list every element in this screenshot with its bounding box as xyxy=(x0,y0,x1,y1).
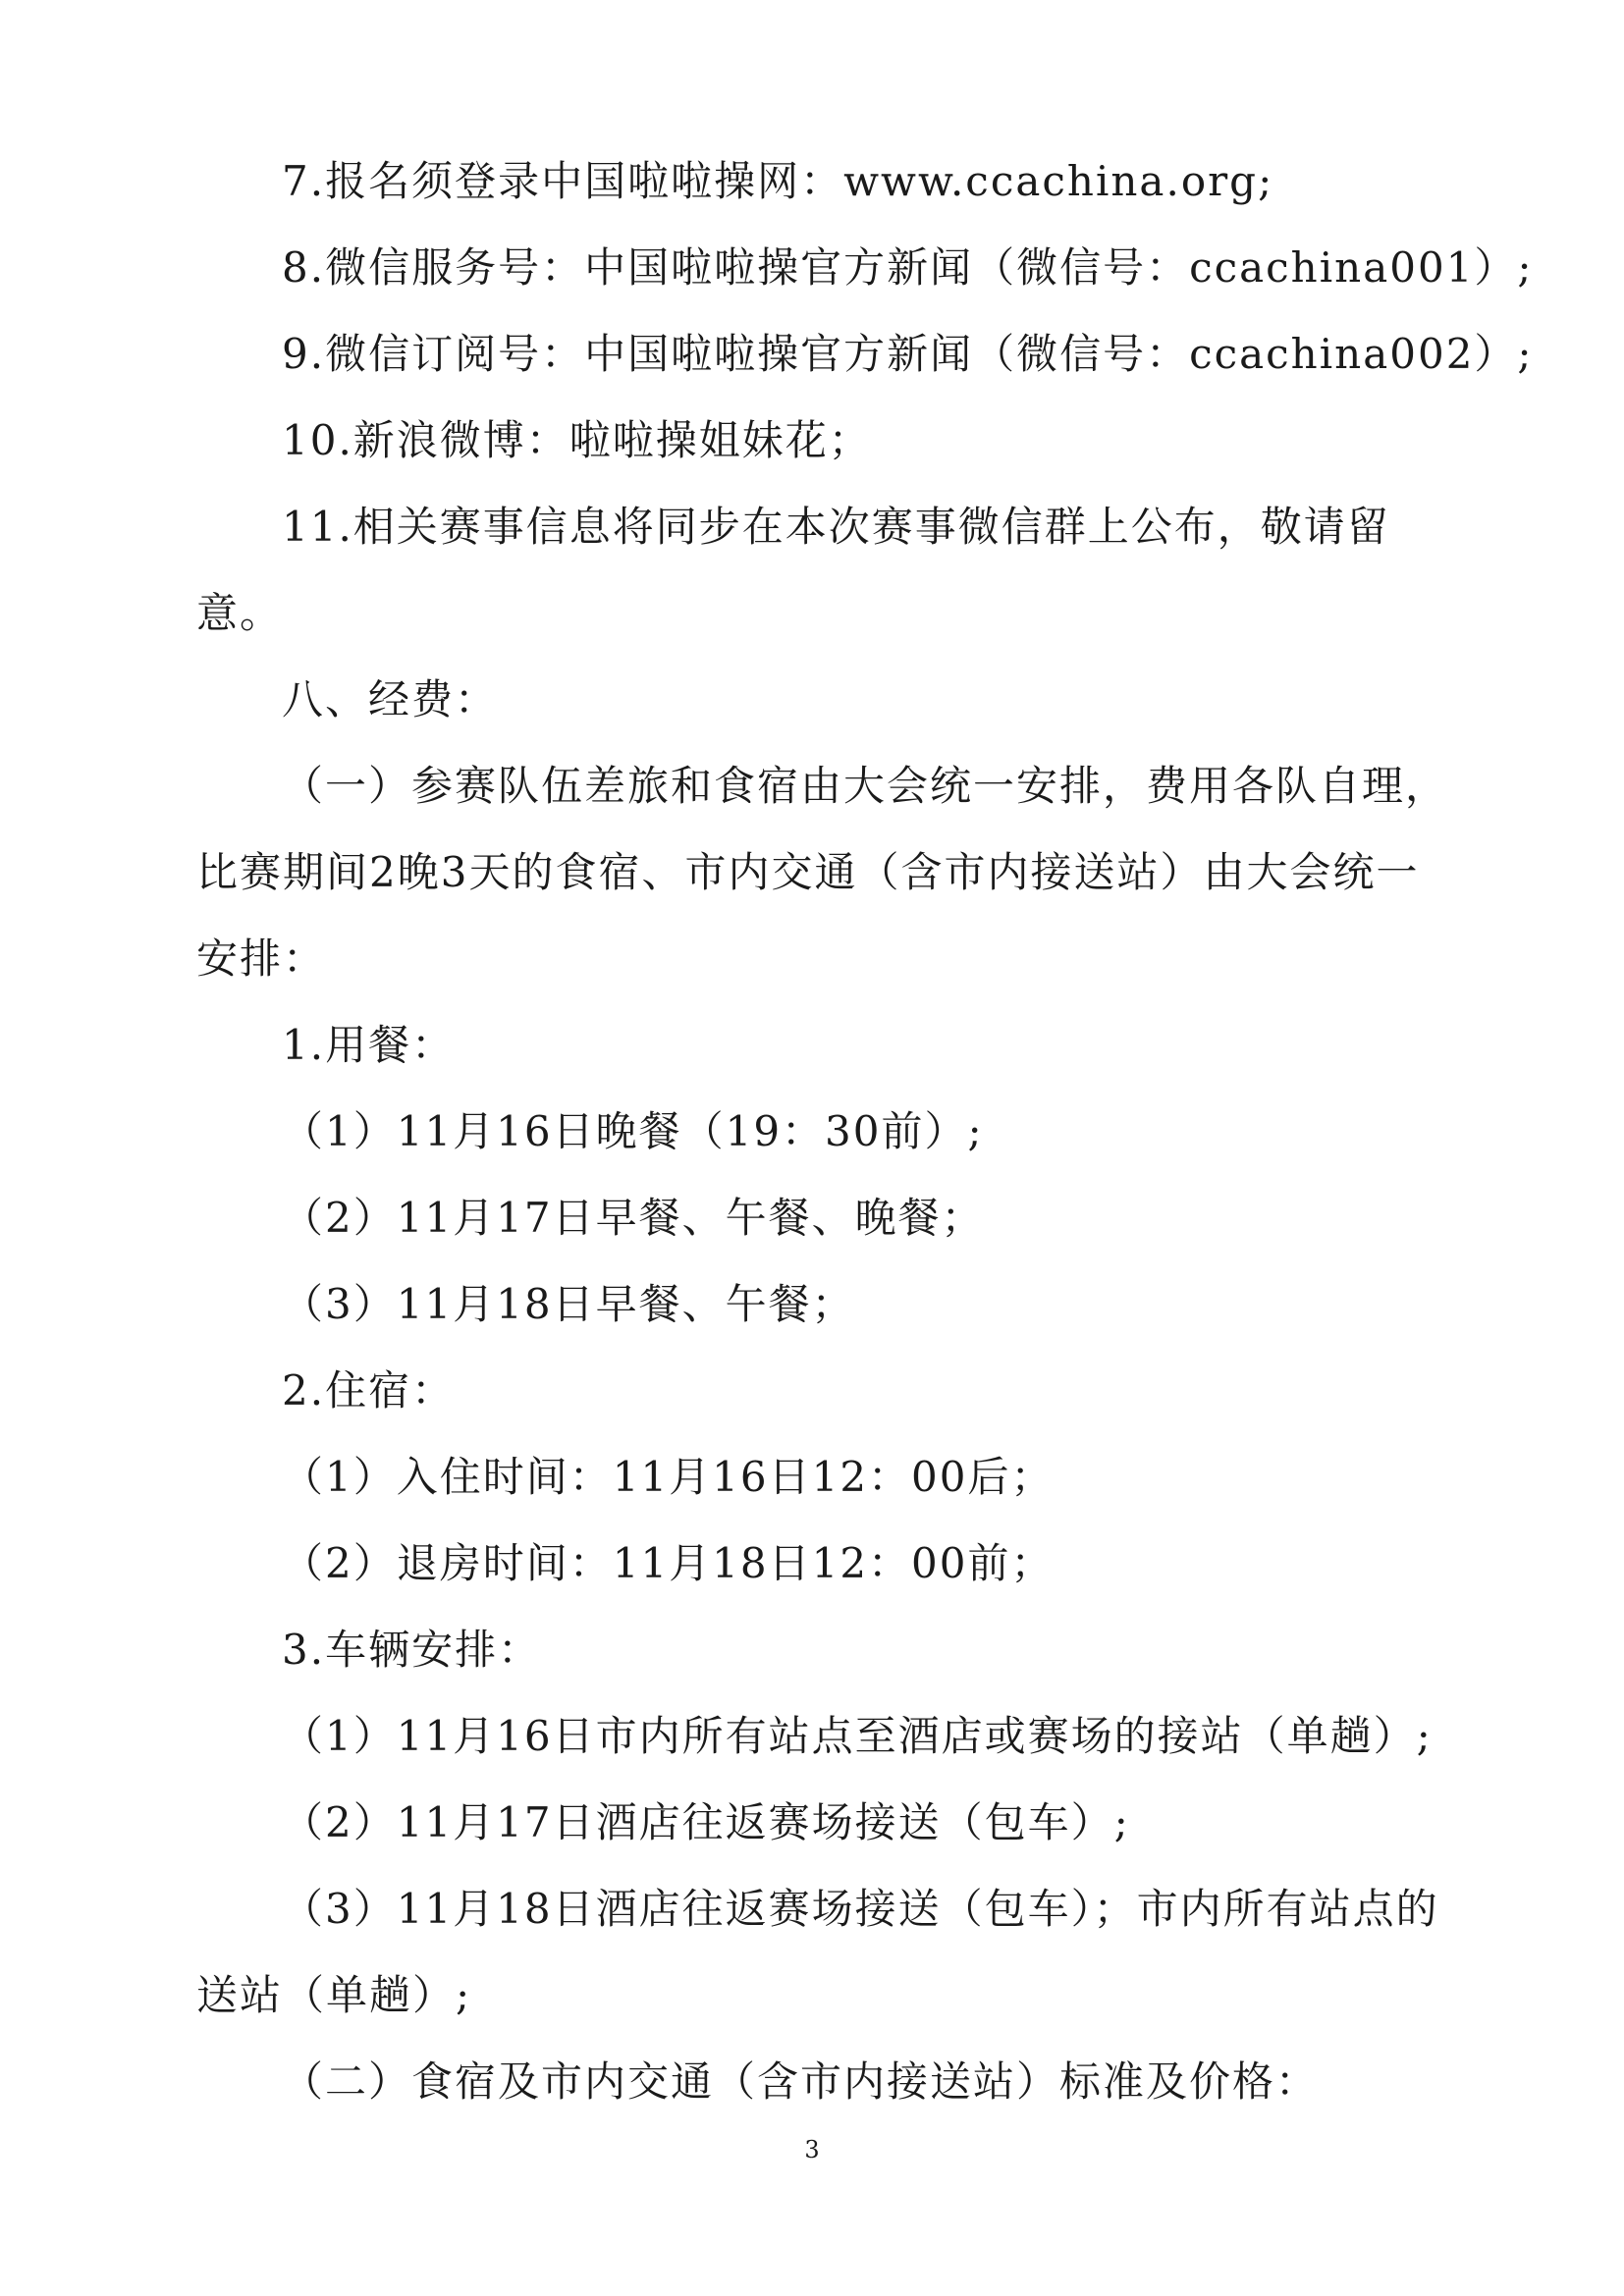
item-10-weibo: 10.新浪微博：啦啦操姐妹花； xyxy=(282,416,872,464)
item-11-event-info: 11.相关赛事信息将同步在本次赛事微信群上公布，敬请留 xyxy=(282,503,1390,551)
item-7-registration: 7.报名须登录中国啦啦操网：www.ccachina.org; xyxy=(282,157,1274,205)
meals-item-3: （3）11月18日早餐、午餐； xyxy=(282,1280,855,1328)
accommodation-item-2: （2）退房时间：11月18日12：00前； xyxy=(282,1539,1055,1587)
meals-item-1: （1）11月16日晚餐（19：30前）; xyxy=(282,1107,984,1155)
accommodation-heading: 2.住宿： xyxy=(282,1366,456,1415)
item-9-wechat-subscription: 9.微信订阅号：中国啦啦操官方新闻（微信号：ccachina002）; xyxy=(282,330,1534,378)
vehicle-heading: 3.车辆安排： xyxy=(282,1626,542,1674)
page-number: 3 xyxy=(804,2136,820,2163)
meals-item-2: （2）11月17日早餐、午餐、晚餐； xyxy=(282,1194,985,1242)
section-8-heading: 八、经费： xyxy=(282,675,499,723)
subsection-1-paragraph-line-2: 比赛期间2晚3天的食宿、市内交通（含市内接送站）由大会统一 xyxy=(196,848,1420,896)
vehicle-item-3: （3）11月18日酒店往返赛场接送（包车）；市内所有站点的 xyxy=(282,1885,1439,1933)
subsection-2-heading: （二）食宿及市内交通（含市内接送站）标准及价格： xyxy=(282,2057,1320,2106)
subsection-1-paragraph: （一）参赛队伍差旅和食宿由大会统一安排，费用各队自理， xyxy=(282,762,1449,810)
item-8-wechat-service: 8.微信服务号：中国啦啦操官方新闻（微信号：ccachina001）; xyxy=(282,243,1534,292)
accommodation-item-1: （1）入住时间：11月16日12：00后； xyxy=(282,1453,1055,1501)
item-11-continuation: 意。 xyxy=(196,589,284,637)
vehicle-item-3-continuation: 送站（单趟）; xyxy=(196,1971,472,2019)
vehicle-item-2: （2）11月17日酒店往返赛场接送（包车）; xyxy=(282,1798,1130,1846)
meals-heading: 1.用餐： xyxy=(282,1021,456,1069)
subsection-1-paragraph-line-3: 安排： xyxy=(196,934,327,983)
vehicle-item-1: （1）11月16日市内所有站点至酒店或赛场的接站（单趟）; xyxy=(282,1712,1433,1760)
